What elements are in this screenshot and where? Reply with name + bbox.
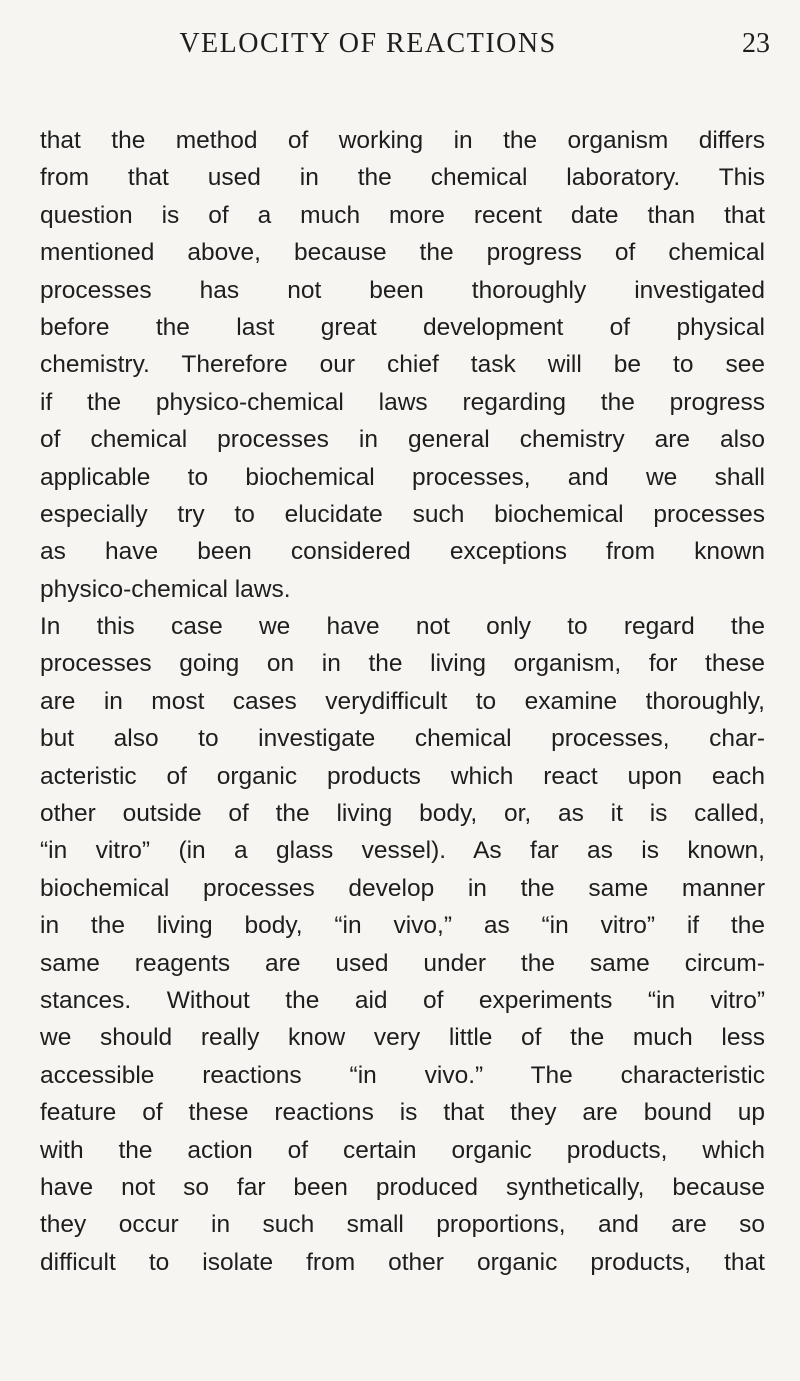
- text-line: in the living body, “in vivo,” as “in vitro” if the: [40, 912, 765, 940]
- text-line: as have been considered exceptions from known: [40, 538, 765, 566]
- text-line: processes going on in the living organism, for these: [40, 650, 765, 678]
- text-line: physico-chemical laws.: [40, 575, 291, 603]
- text-line: other outside of the living body, or, as it is called,: [40, 800, 765, 828]
- text-line: accessible reactions “in vivo.” The characteristic: [40, 1061, 765, 1089]
- text-line: are in most cases verydifficult to examine thoroughly,: [40, 687, 765, 715]
- page-header: [0, 28, 800, 68]
- text-line: biochemical processes develop in the same manner: [40, 874, 765, 902]
- text-line: of chemical processes in general chemistry are also: [40, 426, 765, 454]
- text-line: feature of these reactions is that they are bound up: [40, 1099, 765, 1127]
- text-line: mentioned above, because the progress of chemical: [40, 239, 765, 267]
- text-line: but also to investigate chemical processes, char-: [40, 725, 765, 753]
- text-line: before the last great development of physical: [40, 313, 765, 341]
- text-line: applicable to biochemical processes, and we shall: [40, 463, 765, 491]
- text-line: with the action of certain organic products, which: [40, 1136, 765, 1164]
- text-line: acteristic of organic products which react upon each: [40, 762, 765, 790]
- body-text: [40, 122, 765, 1281]
- text-line: question is of a much more recent date than that: [40, 201, 765, 229]
- page-number: 23: [742, 28, 770, 59]
- text-line: from that used in the chemical laboratory. This: [40, 164, 765, 192]
- running-title: VELOCITY OF REACTIONS: [179, 28, 557, 59]
- text-line: we should really know very little of the much less: [40, 1024, 765, 1052]
- text-line: have not so far been produced synthetically, because: [40, 1173, 765, 1201]
- text-line: difficult to isolate from other organic products, that: [40, 1248, 765, 1276]
- text-line: if the physico-chemical laws regarding the progress: [40, 388, 765, 416]
- text-line: “in vitro” (in a glass vessel). As far as is known,: [40, 837, 765, 865]
- text-line: same reagents are used under the same circum-: [40, 949, 765, 977]
- text-line: In this case we have not only to regard the: [40, 613, 765, 641]
- text-line: processes has not been thoroughly investigated: [40, 276, 765, 304]
- text-line: that the method of working in the organism differs: [40, 127, 765, 154]
- text-line: chemistry. Therefore our chief task will be to see: [40, 351, 765, 379]
- text-line: especially try to elucidate such biochemical processes: [40, 500, 765, 528]
- text-line: stances. Without the aid of experiments “in vitro”: [40, 986, 765, 1014]
- text-line: they occur in such small proportions, and are so: [40, 1211, 765, 1239]
